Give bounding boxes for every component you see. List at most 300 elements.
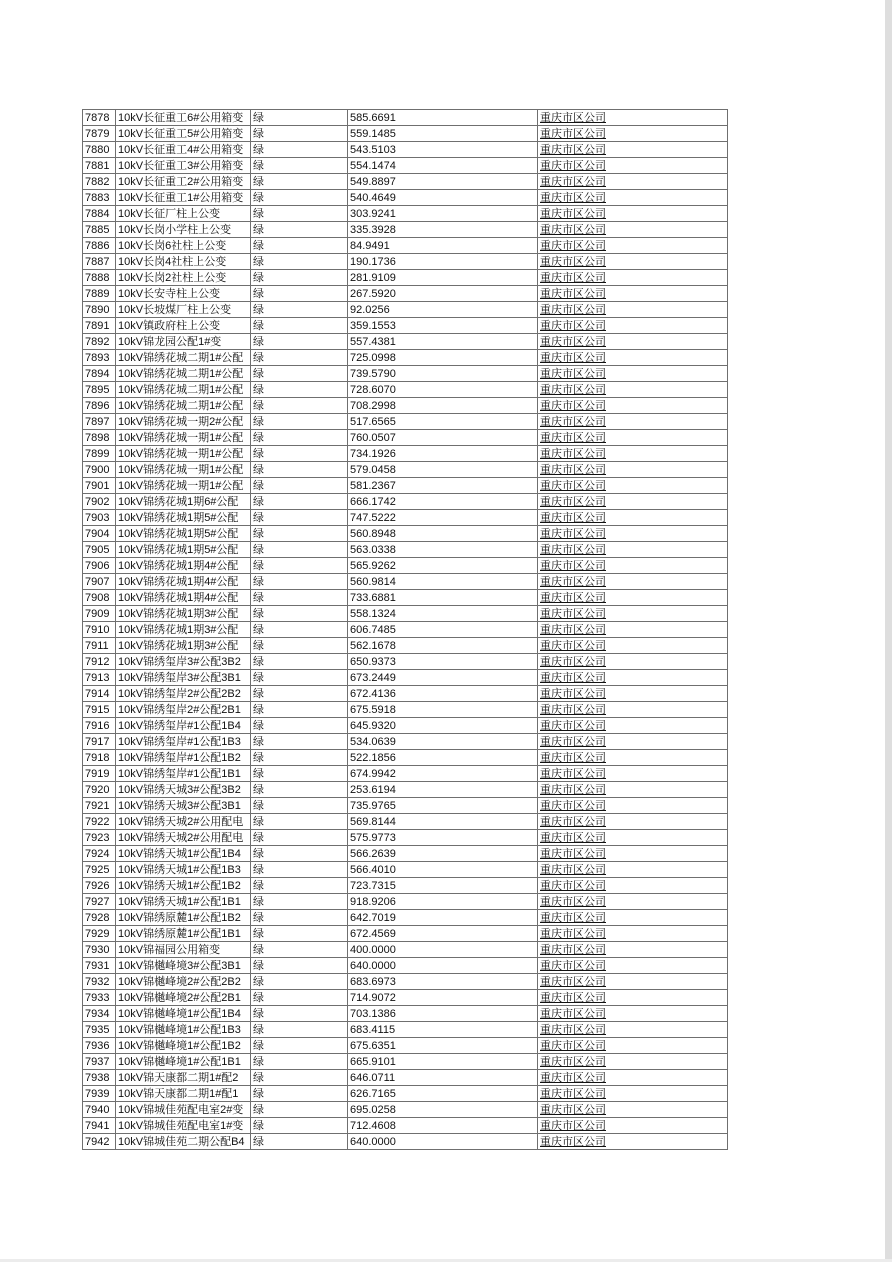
value-cell: 92.0256 (348, 302, 538, 318)
row-id-cell: 7905 (83, 542, 116, 558)
device-name-cell: 10kV长征重工4#公用箱变 (116, 142, 251, 158)
status-cell: 绿 (251, 750, 348, 766)
device-name-cell: 10kV锦天康都二期1#配2 (116, 1070, 251, 1086)
device-name-cell: 10kV锦绣花城1期3#公配 (116, 606, 251, 622)
value-cell: 672.4136 (348, 686, 538, 702)
device-name-cell: 10kV锦樾峰境1#公配1B2 (116, 1038, 251, 1054)
status-cell: 绿 (251, 686, 348, 702)
device-name-cell: 10kV锦绣花城二期1#公配 (116, 398, 251, 414)
table-row (83, 702, 728, 718)
value-cell: 735.9765 (348, 798, 538, 814)
value-cell: 645.9320 (348, 718, 538, 734)
status-cell: 绿 (251, 590, 348, 606)
value-cell: 575.9773 (348, 830, 538, 846)
table-row (83, 1134, 728, 1150)
company-cell: 重庆市区公司 (538, 158, 728, 174)
status-cell: 绿 (251, 702, 348, 718)
status-cell: 绿 (251, 1006, 348, 1022)
company-cell: 重庆市区公司 (538, 686, 728, 702)
row-id-cell: 7901 (83, 478, 116, 494)
company-cell: 重庆市区公司 (538, 462, 728, 478)
table-row (83, 782, 728, 798)
status-cell: 绿 (251, 1022, 348, 1038)
row-id-cell: 7921 (83, 798, 116, 814)
table-row (83, 670, 728, 686)
table-row (83, 462, 728, 478)
device-name-cell: 10kV锦樾峰境1#公配1B1 (116, 1054, 251, 1070)
row-id-cell: 7923 (83, 830, 116, 846)
status-cell: 绿 (251, 718, 348, 734)
device-name-cell: 10kV锦绣花城1期6#公配 (116, 494, 251, 510)
status-cell: 绿 (251, 958, 348, 974)
status-cell: 绿 (251, 654, 348, 670)
table-row (83, 926, 728, 942)
status-cell: 绿 (251, 462, 348, 478)
status-cell: 绿 (251, 350, 348, 366)
row-id-cell: 7890 (83, 302, 116, 318)
table-row (83, 990, 728, 1006)
value-cell: 190.1736 (348, 254, 538, 270)
row-id-cell: 7915 (83, 702, 116, 718)
company-cell: 重庆市区公司 (538, 1006, 728, 1022)
value-cell: 675.5918 (348, 702, 538, 718)
row-id-cell: 7883 (83, 190, 116, 206)
device-name-cell: 10kV锦绣花城一期2#公配 (116, 414, 251, 430)
table-row (83, 302, 728, 318)
device-name-cell: 10kV锦绣玺岸#1公配1B4 (116, 718, 251, 734)
table-row (83, 382, 728, 398)
table-row (83, 878, 728, 894)
value-cell: 540.4649 (348, 190, 538, 206)
company-cell: 重庆市区公司 (538, 254, 728, 270)
company-cell: 重庆市区公司 (538, 718, 728, 734)
table-row (83, 1102, 728, 1118)
device-name-cell: 10kV锦樾峰境1#公配1B4 (116, 1006, 251, 1022)
value-cell: 650.9373 (348, 654, 538, 670)
status-cell: 绿 (251, 334, 348, 350)
company-cell: 重庆市区公司 (538, 334, 728, 350)
table-row (83, 622, 728, 638)
row-id-cell: 7939 (83, 1086, 116, 1102)
company-cell: 重庆市区公司 (538, 414, 728, 430)
device-name-cell: 10kV锦绣原麓1#公配1B1 (116, 926, 251, 942)
table-row (83, 126, 728, 142)
value-cell: 640.0000 (348, 958, 538, 974)
row-id-cell: 7907 (83, 574, 116, 590)
company-cell: 重庆市区公司 (538, 926, 728, 942)
table-row (83, 430, 728, 446)
row-id-cell: 7891 (83, 318, 116, 334)
table-row (83, 526, 728, 542)
row-id-cell: 7937 (83, 1054, 116, 1070)
table-row (83, 334, 728, 350)
value-cell: 712.4608 (348, 1118, 538, 1134)
row-id-cell: 7930 (83, 942, 116, 958)
row-id-cell: 7889 (83, 286, 116, 302)
row-id-cell: 7941 (83, 1118, 116, 1134)
company-cell: 重庆市区公司 (538, 766, 728, 782)
status-cell: 绿 (251, 190, 348, 206)
company-cell: 重庆市区公司 (538, 174, 728, 190)
company-cell: 重庆市区公司 (538, 606, 728, 622)
device-report-table-body (83, 110, 728, 1150)
company-cell: 重庆市区公司 (538, 782, 728, 798)
value-cell: 918.9206 (348, 894, 538, 910)
device-name-cell: 10kV锦绣天城1#公配1B1 (116, 894, 251, 910)
table-row (83, 558, 728, 574)
table-row (83, 574, 728, 590)
device-name-cell: 10kV锦福园公用箱变 (116, 942, 251, 958)
row-id-cell: 7884 (83, 206, 116, 222)
value-cell: 683.6973 (348, 974, 538, 990)
device-name-cell: 10kV长岗6社柱上公变 (116, 238, 251, 254)
status-cell: 绿 (251, 478, 348, 494)
value-cell: 646.0711 (348, 1070, 538, 1086)
value-cell: 626.7165 (348, 1086, 538, 1102)
status-cell: 绿 (251, 382, 348, 398)
status-cell: 绿 (251, 254, 348, 270)
device-name-cell: 10kV锦绣花城一期1#公配 (116, 446, 251, 462)
row-id-cell: 7897 (83, 414, 116, 430)
status-cell: 绿 (251, 286, 348, 302)
value-cell: 560.8948 (348, 526, 538, 542)
table-row (83, 590, 728, 606)
row-id-cell: 7914 (83, 686, 116, 702)
value-cell: 517.6565 (348, 414, 538, 430)
company-cell: 重庆市区公司 (538, 238, 728, 254)
company-cell: 重庆市区公司 (538, 542, 728, 558)
value-cell: 534.0639 (348, 734, 538, 750)
company-cell: 重庆市区公司 (538, 590, 728, 606)
company-cell: 重庆市区公司 (538, 350, 728, 366)
company-cell: 重庆市区公司 (538, 862, 728, 878)
table-row (83, 222, 728, 238)
value-cell: 672.4569 (348, 926, 538, 942)
device-name-cell: 10kV锦绣花城1期5#公配 (116, 526, 251, 542)
value-cell: 674.9942 (348, 766, 538, 782)
table-row (83, 398, 728, 414)
device-name-cell: 10kV长征重工6#公用箱变 (116, 110, 251, 126)
status-cell: 绿 (251, 1054, 348, 1070)
device-name-cell: 10kV锦绣天城1#公配1B2 (116, 878, 251, 894)
table-row (83, 318, 728, 334)
value-cell: 267.5920 (348, 286, 538, 302)
status-cell: 绿 (251, 1038, 348, 1054)
row-id-cell: 7879 (83, 126, 116, 142)
company-cell: 重庆市区公司 (538, 110, 728, 126)
row-id-cell: 7903 (83, 510, 116, 526)
row-id-cell: 7934 (83, 1006, 116, 1022)
page-edge-right (885, 0, 892, 1262)
company-cell: 重庆市区公司 (538, 622, 728, 638)
company-cell: 重庆市区公司 (538, 206, 728, 222)
table-row (83, 718, 728, 734)
device-name-cell: 10kV锦绣花城二期1#公配 (116, 350, 251, 366)
device-name-cell: 10kV锦绣玺岸#1公配1B3 (116, 734, 251, 750)
status-cell: 绿 (251, 1134, 348, 1150)
table-row (83, 158, 728, 174)
company-cell: 重庆市区公司 (538, 846, 728, 862)
company-cell: 重庆市区公司 (538, 286, 728, 302)
status-cell: 绿 (251, 798, 348, 814)
value-cell: 747.5222 (348, 510, 538, 526)
table-row (83, 1054, 728, 1070)
row-id-cell: 7926 (83, 878, 116, 894)
table-row (83, 286, 728, 302)
company-cell: 重庆市区公司 (538, 478, 728, 494)
row-id-cell: 7888 (83, 270, 116, 286)
value-cell: 708.2998 (348, 398, 538, 414)
table-row (83, 270, 728, 286)
status-cell: 绿 (251, 574, 348, 590)
status-cell: 绿 (251, 606, 348, 622)
company-cell: 重庆市区公司 (538, 1038, 728, 1054)
status-cell: 绿 (251, 734, 348, 750)
table-row (83, 734, 728, 750)
table-row (83, 974, 728, 990)
table-row (83, 478, 728, 494)
value-cell: 569.8144 (348, 814, 538, 830)
value-cell: 579.0458 (348, 462, 538, 478)
company-cell: 重庆市区公司 (538, 318, 728, 334)
status-cell: 绿 (251, 910, 348, 926)
device-name-cell: 10kV锦城佳苑配电室1#变 (116, 1118, 251, 1134)
value-cell: 739.5790 (348, 366, 538, 382)
status-cell: 绿 (251, 238, 348, 254)
table-row (83, 846, 728, 862)
row-id-cell: 7935 (83, 1022, 116, 1038)
row-id-cell: 7894 (83, 366, 116, 382)
table-row (83, 750, 728, 766)
value-cell: 714.9072 (348, 990, 538, 1006)
table-row (83, 958, 728, 974)
status-cell: 绿 (251, 142, 348, 158)
value-cell: 675.6351 (348, 1038, 538, 1054)
row-id-cell: 7919 (83, 766, 116, 782)
value-cell: 728.6070 (348, 382, 538, 398)
status-cell: 绿 (251, 814, 348, 830)
device-name-cell: 10kV长征重工2#公用箱变 (116, 174, 251, 190)
device-name-cell: 10kV锦绣天城3#公配3B1 (116, 798, 251, 814)
table-row (83, 1070, 728, 1086)
value-cell: 673.2449 (348, 670, 538, 686)
company-cell: 重庆市区公司 (538, 1118, 728, 1134)
status-cell: 绿 (251, 638, 348, 654)
status-cell: 绿 (251, 302, 348, 318)
table-row (83, 1038, 728, 1054)
table-row (83, 542, 728, 558)
device-name-cell: 10kV锦龙园公配1#变 (116, 334, 251, 350)
status-cell: 绿 (251, 1118, 348, 1134)
value-cell: 562.1678 (348, 638, 538, 654)
status-cell: 绿 (251, 1086, 348, 1102)
device-name-cell: 10kV锦绣天城3#公配3B2 (116, 782, 251, 798)
value-cell: 725.0998 (348, 350, 538, 366)
device-name-cell: 10kV锦绣花城一期1#公配 (116, 430, 251, 446)
status-cell: 绿 (251, 942, 348, 958)
row-id-cell: 7892 (83, 334, 116, 350)
row-id-cell: 7933 (83, 990, 116, 1006)
row-id-cell: 7906 (83, 558, 116, 574)
device-name-cell: 10kV长岗2社柱上公变 (116, 270, 251, 286)
company-cell: 重庆市区公司 (538, 1022, 728, 1038)
status-cell: 绿 (251, 526, 348, 542)
value-cell: 549.8897 (348, 174, 538, 190)
status-cell: 绿 (251, 990, 348, 1006)
value-cell: 522.1856 (348, 750, 538, 766)
device-name-cell: 10kV锦绣花城一期1#公配 (116, 462, 251, 478)
table-row (83, 606, 728, 622)
value-cell: 543.5103 (348, 142, 538, 158)
table-row (83, 494, 728, 510)
device-report-table (82, 109, 728, 1150)
table-row (83, 350, 728, 366)
device-name-cell: 10kV长征厂柱上公变 (116, 206, 251, 222)
row-id-cell: 7910 (83, 622, 116, 638)
device-name-cell: 10kV锦绣原麓1#公配1B2 (116, 910, 251, 926)
table-row (83, 1006, 728, 1022)
device-name-cell: 10kV锦天康都二期1#配1 (116, 1086, 251, 1102)
company-cell: 重庆市区公司 (538, 142, 728, 158)
value-cell: 733.6881 (348, 590, 538, 606)
table-row (83, 798, 728, 814)
row-id-cell: 7900 (83, 462, 116, 478)
row-id-cell: 7936 (83, 1038, 116, 1054)
row-id-cell: 7924 (83, 846, 116, 862)
table-row (83, 366, 728, 382)
row-id-cell: 7880 (83, 142, 116, 158)
status-cell: 绿 (251, 510, 348, 526)
row-id-cell: 7922 (83, 814, 116, 830)
status-cell: 绿 (251, 318, 348, 334)
device-name-cell: 10kV锦绣玺岸2#公配2B1 (116, 702, 251, 718)
value-cell: 559.1485 (348, 126, 538, 142)
company-cell: 重庆市区公司 (538, 654, 728, 670)
row-id-cell: 7932 (83, 974, 116, 990)
value-cell: 335.3928 (348, 222, 538, 238)
company-cell: 重庆市区公司 (538, 366, 728, 382)
row-id-cell: 7913 (83, 670, 116, 686)
company-cell: 重庆市区公司 (538, 126, 728, 142)
status-cell: 绿 (251, 1070, 348, 1086)
device-name-cell: 10kV锦绣花城二期1#公配 (116, 366, 251, 382)
value-cell: 666.1742 (348, 494, 538, 510)
device-name-cell: 10kV锦绣花城1期5#公配 (116, 510, 251, 526)
company-cell: 重庆市区公司 (538, 494, 728, 510)
table-row (83, 254, 728, 270)
row-id-cell: 7899 (83, 446, 116, 462)
device-name-cell: 10kV长坡煤厂柱上公变 (116, 302, 251, 318)
status-cell: 绿 (251, 622, 348, 638)
status-cell: 绿 (251, 846, 348, 862)
row-id-cell: 7896 (83, 398, 116, 414)
device-name-cell: 10kV锦绣玺岸3#公配3B2 (116, 654, 251, 670)
company-cell: 重庆市区公司 (538, 270, 728, 286)
status-cell: 绿 (251, 670, 348, 686)
company-cell: 重庆市区公司 (538, 990, 728, 1006)
company-cell: 重庆市区公司 (538, 942, 728, 958)
company-cell: 重庆市区公司 (538, 750, 728, 766)
status-cell: 绿 (251, 974, 348, 990)
device-name-cell: 10kV锦绣花城1期4#公配 (116, 574, 251, 590)
device-name-cell: 10kV锦绣花城二期1#公配 (116, 382, 251, 398)
row-id-cell: 7916 (83, 718, 116, 734)
table-row (83, 894, 728, 910)
value-cell: 640.0000 (348, 1134, 538, 1150)
company-cell: 重庆市区公司 (538, 1070, 728, 1086)
device-name-cell: 10kV锦绣天城1#公配1B3 (116, 862, 251, 878)
device-name-cell: 10kV锦樾峰境3#公配3B1 (116, 958, 251, 974)
status-cell: 绿 (251, 270, 348, 286)
row-id-cell: 7918 (83, 750, 116, 766)
device-name-cell: 10kV锦城佳苑配电室2#变 (116, 1102, 251, 1118)
status-cell: 绿 (251, 494, 348, 510)
row-id-cell: 7911 (83, 638, 116, 654)
value-cell: 723.7315 (348, 878, 538, 894)
row-id-cell: 7912 (83, 654, 116, 670)
status-cell: 绿 (251, 414, 348, 430)
status-cell: 绿 (251, 110, 348, 126)
value-cell: 566.2639 (348, 846, 538, 862)
value-cell: 566.4010 (348, 862, 538, 878)
value-cell: 359.1553 (348, 318, 538, 334)
row-id-cell: 7882 (83, 174, 116, 190)
status-cell: 绿 (251, 542, 348, 558)
table-row (83, 814, 728, 830)
company-cell: 重庆市区公司 (538, 430, 728, 446)
table-row (83, 190, 728, 206)
value-cell: 563.0338 (348, 542, 538, 558)
table-row (83, 110, 728, 126)
device-name-cell: 10kV锦绣玺岸#1公配1B2 (116, 750, 251, 766)
row-id-cell: 7917 (83, 734, 116, 750)
value-cell: 760.0507 (348, 430, 538, 446)
company-cell: 重庆市区公司 (538, 398, 728, 414)
table-row (83, 1118, 728, 1134)
value-cell: 554.1474 (348, 158, 538, 174)
row-id-cell: 7929 (83, 926, 116, 942)
row-id-cell: 7893 (83, 350, 116, 366)
status-cell: 绿 (251, 222, 348, 238)
company-cell: 重庆市区公司 (538, 798, 728, 814)
table-row (83, 910, 728, 926)
device-name-cell: 10kV锦绣花城1期4#公配 (116, 590, 251, 606)
status-cell: 绿 (251, 766, 348, 782)
value-cell: 565.9262 (348, 558, 538, 574)
value-cell: 585.6691 (348, 110, 538, 126)
device-name-cell: 10kV锦绣花城1期3#公配 (116, 638, 251, 654)
device-name-cell: 10kV锦樾峰境1#公配1B3 (116, 1022, 251, 1038)
value-cell: 400.0000 (348, 942, 538, 958)
row-id-cell: 7908 (83, 590, 116, 606)
status-cell: 绿 (251, 782, 348, 798)
table-row (83, 446, 728, 462)
company-cell: 重庆市区公司 (538, 574, 728, 590)
row-id-cell: 7920 (83, 782, 116, 798)
value-cell: 606.7485 (348, 622, 538, 638)
device-name-cell: 10kV长征重工5#公用箱变 (116, 126, 251, 142)
device-name-cell: 10kV长岗小学柱上公变 (116, 222, 251, 238)
row-id-cell: 7887 (83, 254, 116, 270)
company-cell: 重庆市区公司 (538, 558, 728, 574)
status-cell: 绿 (251, 398, 348, 414)
status-cell: 绿 (251, 126, 348, 142)
row-id-cell: 7904 (83, 526, 116, 542)
value-cell: 281.9109 (348, 270, 538, 286)
device-name-cell: 10kV锦城佳苑二期公配B4 (116, 1134, 251, 1150)
table-row (83, 238, 728, 254)
device-name-cell: 10kV长安寺柱上公变 (116, 286, 251, 302)
